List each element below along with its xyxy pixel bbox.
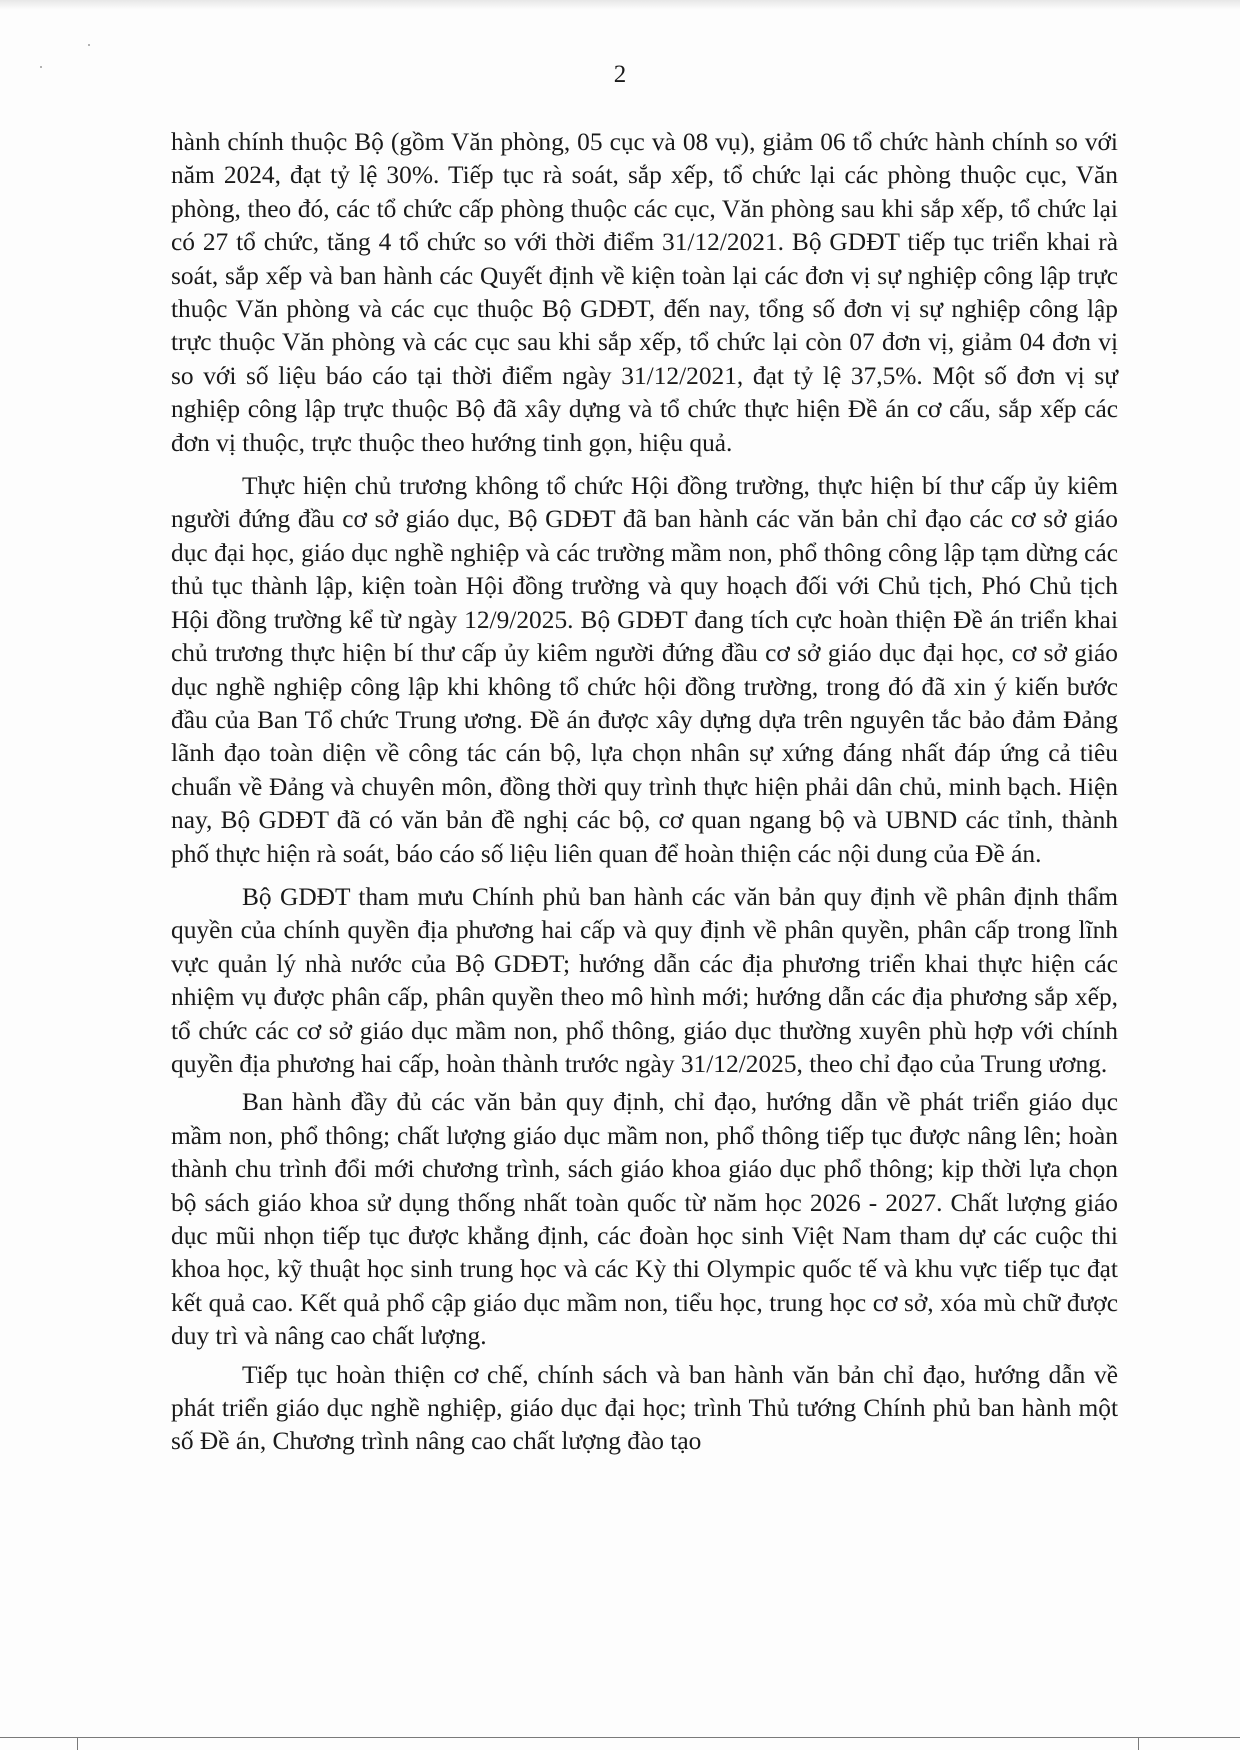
scan-edge-shadow bbox=[0, 0, 1240, 10]
page-number: 2 bbox=[613, 61, 627, 88]
paragraph-5: Tiếp tục hoàn thiện cơ chế, chính sách và ban hành văn bản chỉ đạo, hướng dẫn về phát triển giáo dục nghề nghiệp, giáo dục đại học; trình Thủ tướng Chính phủ ban hành một số Đề án, Chương trình nâng cao chất lượng đào tạo bbox=[171, 1360, 1118, 1456]
document-body bbox=[171, 126, 1118, 1464]
scan-speck bbox=[88, 44, 90, 46]
footer-rule-tick bbox=[77, 1737, 78, 1750]
paragraph-2: Thực hiện chủ trương không tổ chức Hội đồng trường, thực hiện bí thư cấp ủy kiêm người đứng đầu cơ sở giáo dục, Bộ GDĐT đã ban hành các văn bản chỉ đạo các cơ sở giáo dục đại học, giáo dục nghề nghiệp và các trường mầm non, phổ thông công lập tạm dừng các thủ tục thành lập, kiện toàn Hội đồng trường và quy hoạch đối với Chủ tịch, Phó Chủ tịch Hội đồng trường kể từ ngày 12/9/2025. Bộ GDĐT đang tích cực hoàn thiện Đề án triển khai chủ trương thực hiện bí thư cấp ủy kiêm người đứng đầu cơ sở giáo dục đại học, cơ sở giáo dục nghề nghiệp công lập khi không tổ chức hội đồng trường, trong đó đã xin ý kiến bước đầu của Ban Tổ chức Trung ương. Đề án được xây dựng dựa trên nguyên tắc bảo đảm Đảng lãnh đạo toàn diện về công tác cán bộ, lựa chọn nhân sự xứng đáng nhất đáp ứng cả tiêu chuẩn về Đảng và chuyên môn, đồng thời quy trình thực hiện phải dân chủ, minh bạch. Hiện nay, Bộ GDĐT đã có văn bản đề nghị các bộ, cơ quan ngang bộ và UBND các tỉnh, thành phố thực hiện rà soát, báo cáo số liệu liên quan để hoàn thiện các nội dung của Đề án. bbox=[171, 472, 1118, 868]
paragraph-4: Ban hành đầy đủ các văn bản quy định, chỉ đạo, hướng dẫn về phát triển giáo dục mầm non, phổ thông; chất lượng giáo dục mầm non, phổ thông tiếp tục được nâng lên; hoàn thành chu trình đổi mới chương trình, sách giáo khoa giáo dục phổ thông; kịp thời lựa chọn bộ sách giáo khoa sử dụng thống nhất toàn quốc từ năm học 2026 - 2027. Chất lượng giáo dục mũi nhọn tiếp tục được khẳng định, các đoàn học sinh Việt Nam tham dự các cuộc thi khoa học, kỹ thuật học sinh trung học và các Kỳ thi Olympic quốc tế và khu vực tiếp tục đạt kết quả cao. Kết quả phổ cập giáo dục mầm non, tiểu học, trung học cơ sở, xóa mù chữ được duy trì và nâng cao chất lượng. bbox=[171, 1088, 1118, 1351]
paragraph-3: Bộ GDĐT tham mưu Chính phủ ban hành các văn bản quy định về phân định thẩm quyền của chính quyền địa phương hai cấp và quy định về phân quyền, phân cấp trong lĩnh vực quản lý nhà nước của Bộ GDĐT; hướng dẫn các địa phương triển khai thực hiện các nhiệm vụ được phân cấp, phân quyền theo mô hình mới; hướng dẫn các địa phương sắp xếp, tổ chức các cơ sở giáo dục mầm non, phổ thông, giáo dục thường xuyên phù hợp với chính quyền địa phương hai cấp, hoàn thành trước ngày 31/12/2025, theo chỉ đạo của Trung ương. bbox=[171, 882, 1118, 1078]
footer-rule bbox=[0, 1737, 1240, 1738]
paragraph-1: hành chính thuộc Bộ (gồm Văn phòng, 05 cục và 08 vụ), giảm 06 tổ chức hành chính so với năm 2024, đạt tỷ lệ 30%. Tiếp tục rà soát, sắp xếp, tổ chức lại các phòng thuộc cục, Văn phòng, theo đó, các tổ chức cấp phòng thuộc các cục, Văn phòng sau khi sắp xếp, tổ chức lại có 27 tổ chức, tăng 4 tổ chức so với thời điểm 31/12/2021. Bộ GDĐT tiếp tục triển khai rà soát, sắp xếp và ban hành các Quyết định về kiện toàn lại các đơn vị sự nghiệp công lập trực thuộc Văn phòng và các cục thuộc Bộ GDĐT, đến nay, tổng số đơn vị sự nghiệp công lập trực thuộc Văn phòng và các cục sau khi sắp xếp, tổ chức lại còn 07 đơn vị, giảm 04 đơn vị so với số liệu báo cáo tại thời điểm ngày 31/12/2021, đạt tỷ lệ 37,5%. Một số đơn vị sự nghiệp công lập trực thuộc Bộ đã xây dựng và tổ chức thực hiện Đề án cơ cấu, sắp xếp các đơn vị thuộc, trực thuộc theo hướng tinh gọn, hiệu quả. bbox=[171, 128, 1118, 457]
footer-rule-tick bbox=[1138, 1737, 1139, 1750]
